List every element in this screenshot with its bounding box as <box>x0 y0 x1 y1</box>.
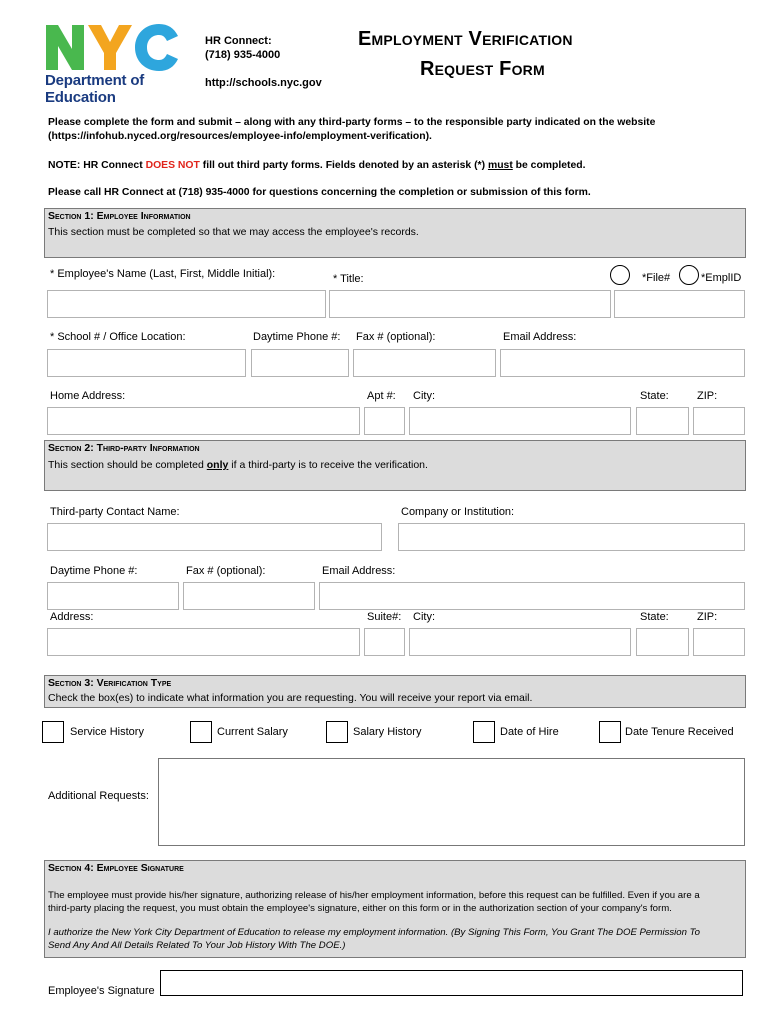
apt-field[interactable] <box>364 407 405 435</box>
intro-note <box>48 160 586 171</box>
school-field[interactable] <box>47 349 246 377</box>
apt-label: Apt #: <box>367 390 396 402</box>
school-label: * School # / Office Location: <box>50 331 186 343</box>
section2-subtitle-only: only <box>206 459 229 471</box>
city-label: City: <box>413 390 435 402</box>
section1-subtitle: This section must be completed so that we may access the employee's records. <box>48 226 419 238</box>
current-salary-checkbox[interactable] <box>190 721 212 743</box>
additional-requests-label: Additional Requests: <box>48 790 149 802</box>
note-end: be completed. <box>512 160 586 171</box>
note-must: must <box>487 160 513 171</box>
logo-dept-line2: Education <box>45 89 116 106</box>
company-label: Company or Institution: <box>401 506 515 518</box>
note-prefix: NOTE: HR Connect <box>48 160 146 171</box>
tp-fax-label: Fax # (optional): <box>186 565 266 577</box>
file-emplid-field[interactable] <box>614 290 745 318</box>
section2-title: Section 2: Third-party Information <box>48 442 200 454</box>
fax-field[interactable] <box>353 349 496 377</box>
intro-call: Please call HR Connect at (718) 935-4000 for questions concerning the completion or submission of this form. <box>48 187 591 198</box>
section2-header <box>44 440 746 491</box>
tp-address-label: Address: <box>50 611 94 623</box>
fax-label: Fax # (optional): <box>356 331 436 343</box>
title-label: * Title: <box>333 273 364 285</box>
tp-state-field[interactable] <box>636 628 689 656</box>
tp-zip-label: ZIP: <box>697 611 718 623</box>
email-field[interactable] <box>500 349 745 377</box>
tp-address-field[interactable] <box>47 628 360 656</box>
section4-title: Section 4: Employee Signature <box>48 862 184 874</box>
zip-field[interactable] <box>693 407 745 435</box>
section2-subtitle <box>48 459 428 471</box>
section3-header <box>44 675 746 708</box>
employee-name-field[interactable] <box>47 290 326 318</box>
file-number-label: *File# <box>642 272 671 284</box>
doe-website-url[interactable]: http://schools.nyc.gov <box>205 77 322 89</box>
logo-dept-line1: Department of <box>45 72 145 89</box>
current-salary-label: Current Salary <box>217 726 288 738</box>
note-does-not: DOES NOT <box>145 160 200 171</box>
tp-phone-field[interactable] <box>47 582 179 610</box>
hr-connect-phone: (718) 935-4000 <box>205 49 281 61</box>
date-of-hire-label: Date of Hire <box>500 726 559 738</box>
tp-suite-field[interactable] <box>364 628 405 656</box>
nyc-logo-icon <box>44 22 184 72</box>
state-field[interactable] <box>636 407 689 435</box>
intro-line1: Please complete the form and submit – along with any third-party forms – to the responsible party indicated on the website <box>48 117 656 128</box>
salary-history-checkbox[interactable] <box>326 721 348 743</box>
file-number-radio[interactable] <box>610 265 630 285</box>
service-history-checkbox[interactable] <box>42 721 64 743</box>
tp-phone-label: Daytime Phone #: <box>50 565 138 577</box>
daytime-phone-label: Daytime Phone #: <box>253 331 341 343</box>
tp-city-field[interactable] <box>409 628 631 656</box>
section1-title: Section 1: Employee Information <box>48 210 191 222</box>
date-tenure-label: Date Tenure Received <box>625 726 734 738</box>
section4-p1-line1: The employee must provide his/her signature, authorizing release of his/her employment information, before this request can be fulfilled. Even if you are a <box>48 890 700 901</box>
logo-letter-c <box>135 24 178 71</box>
section4-p2-line1: I authorize the New York City Department of Education to release my employment information. (By Signing This Form, You Grant The DOE Permission To <box>48 927 700 938</box>
tp-zip-field[interactable] <box>693 628 745 656</box>
zip-label: ZIP: <box>697 390 718 402</box>
logo-letter-y <box>88 25 132 70</box>
tp-suite-label: Suite#: <box>367 611 402 623</box>
section3-title: Section 3: Verification Type <box>48 677 172 689</box>
email-label: Email Address: <box>503 331 577 343</box>
employee-signature-field[interactable] <box>160 970 743 996</box>
home-address-label: Home Address: <box>50 390 126 402</box>
tp-state-label: State: <box>640 611 669 623</box>
section4-p1-line2: third-party placing the request, you must obtain the employee's signature, either on this form or in the authorization section of your company's form. <box>48 903 672 914</box>
tp-email-label: Email Address: <box>322 565 396 577</box>
tp-city-label: City: <box>413 611 435 623</box>
date-of-hire-checkbox[interactable] <box>473 721 495 743</box>
employee-name-label: * Employee's Name (Last, First, Middle Initial): <box>50 268 276 280</box>
city-field[interactable] <box>409 407 631 435</box>
note-mid: fill out third party forms. Fields denoted by an asterisk (*) <box>199 160 488 171</box>
state-label: State: <box>640 390 669 402</box>
third-party-contact-label: Third-party Contact Name: <box>50 506 180 518</box>
section4-p2-line2: Send Any And All Details Related To Your Job History With The DOE.) <box>48 940 346 951</box>
date-tenure-checkbox[interactable] <box>599 721 621 743</box>
section2-subtitle-post: if a third-party is to receive the verification. <box>228 459 428 471</box>
logo-letter-n <box>46 25 84 70</box>
title-field[interactable] <box>329 290 611 318</box>
home-address-field[interactable] <box>47 407 360 435</box>
service-history-label: Service History <box>70 726 144 738</box>
emplid-label: *EmplID <box>701 272 742 284</box>
employee-signature-label: Employee's Signature <box>48 985 155 997</box>
section3-subtitle: Check the box(es) to indicate what information you are requesting. You will receive your report via email. <box>48 692 533 704</box>
form-title-line1: Employment Verification <box>358 28 573 50</box>
intro-line2: (https://infohub.nyced.org/resources/employee-info/employment-verification). <box>48 131 432 142</box>
tp-fax-field[interactable] <box>183 582 315 610</box>
additional-requests-field[interactable] <box>158 758 745 846</box>
hr-connect-title: HR Connect: <box>205 35 272 47</box>
emplid-radio[interactable] <box>679 265 699 285</box>
tp-email-field[interactable] <box>319 582 745 610</box>
form-title-line2: Request Form <box>420 58 545 80</box>
section2-subtitle-pre: This section should be completed <box>48 459 207 471</box>
company-field[interactable] <box>398 523 745 551</box>
section4-header <box>44 860 746 958</box>
section1-header <box>44 208 746 258</box>
third-party-contact-field[interactable] <box>47 523 382 551</box>
daytime-phone-field[interactable] <box>251 349 349 377</box>
salary-history-label: Salary History <box>353 726 422 738</box>
